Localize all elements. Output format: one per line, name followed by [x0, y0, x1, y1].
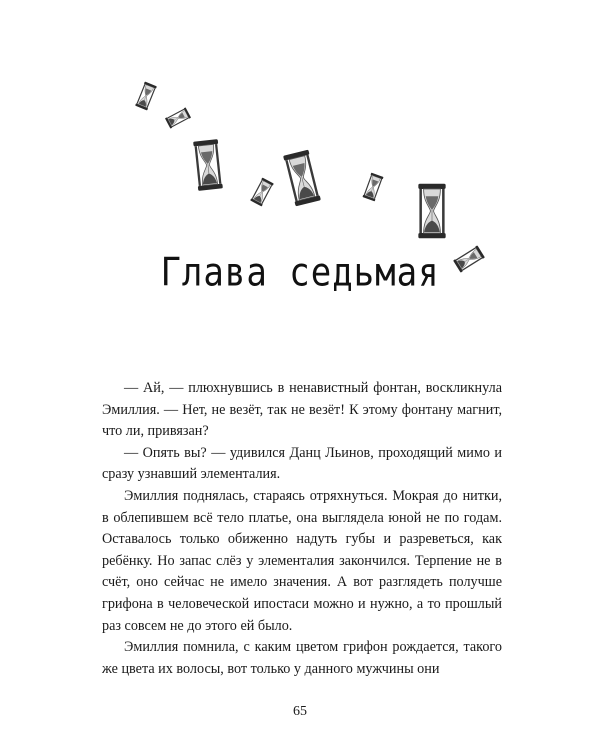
paragraph: Эмиллия помнила, с каким цветом грифон рождается, такого же цвета их волосы, вот только у данного мужчины они	[102, 639, 502, 677]
hourglass-icon	[193, 139, 223, 191]
hourglass-icon	[135, 82, 157, 111]
chapter-title: Глава седьмая	[160, 250, 440, 296]
hourglass-icon	[418, 184, 445, 239]
paragraph: Эмиллия поднялась, стараясь отряхнуться. Мокрая до нитки, в облепившем всё тело платье, она выглядела юной не по годам. Оставалось только обиженно надуть губы и разреветься, как ребёнку. Но запас слёз у элементалия закончился. Терпение не в счёт, оно сейчас не имело значения. А вот разглядеть получше грифона в человеческой ипостаси можно и нужно, а то прошлый раз совсем не до этого ей было.	[102, 487, 502, 634]
hourglass-icon	[250, 177, 274, 206]
paragraph: — Опять вы? — удивился Данц Льинов, проходящий мимо и сразу узнавший элементалия.	[102, 444, 502, 483]
hourglass-icon	[362, 173, 383, 202]
hourglass-icon	[283, 150, 321, 207]
page-number: 65	[293, 704, 307, 719]
paragraph: — Ай, — плюхнувшись в ненавистный фонтан, воскликнула Эмиллия. — Нет, не везёт, так не везёт! К этому фонтану магнит, что ли, привязан?	[102, 380, 502, 440]
hourglass-decoration	[0, 0, 600, 290]
hourglass-icon	[165, 107, 191, 128]
chapter-text	[102, 378, 502, 680]
